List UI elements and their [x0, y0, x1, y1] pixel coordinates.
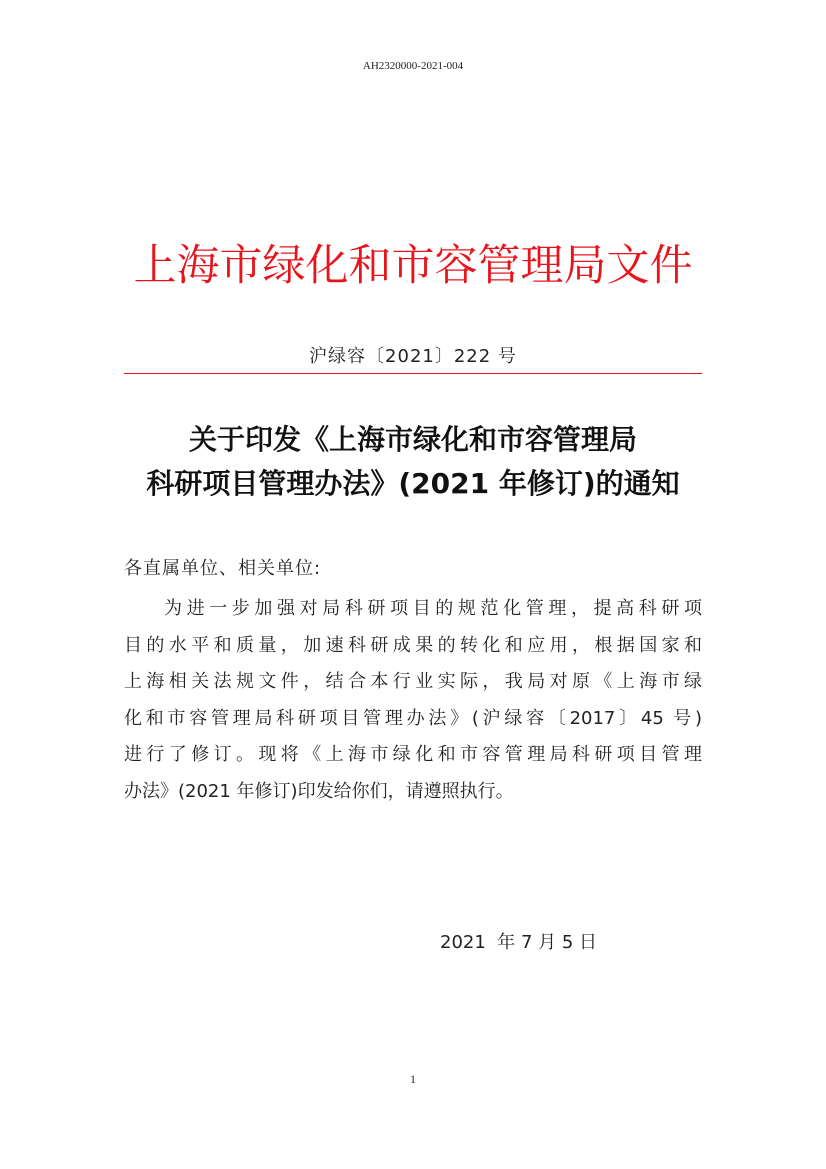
body-paragraph: [124, 591, 702, 810]
body-line: 目的水平和质量，加速科研成果的转化和应用，根据国家和: [124, 634, 702, 656]
body-line: 化和市容管理局科研项目管理办法》(沪绿容〔2017〕45 号): [124, 707, 702, 729]
body-line: 进行了修订。现将《上海市绿化和市容管理局科研项目管理: [124, 744, 702, 765]
page-number: 1: [410, 1072, 416, 1086]
issue-date: 2021 年 7 月 5 日: [440, 932, 598, 953]
issuer-letterhead: 上海市绿化和市容管理局文件: [133, 241, 693, 291]
body-line: 为进一步加强对局科研项目的规范化管理，提高科研项: [164, 598, 702, 619]
body-line: 上海相关法规文件，结合本行业实际，我局对原《上海市绿: [124, 671, 702, 692]
document-number: 沪绿容〔2021〕222 号: [309, 346, 517, 367]
body-line: 办法》(2021 年修订)印发给你们，请遵照执行。: [124, 780, 514, 802]
notice-title-line-1: 关于印发《上海市绿化和市容管理局: [188, 423, 637, 456]
document-code: AH2320000-2021-004: [362, 60, 464, 72]
notice-title: [0, 418, 826, 506]
red-separator-line: [124, 373, 702, 374]
notice-title-line-2: 科研项目管理办法》(2021 年修订)的通知: [146, 467, 680, 500]
addressee: 各直属单位、相关单位:: [124, 558, 322, 579]
